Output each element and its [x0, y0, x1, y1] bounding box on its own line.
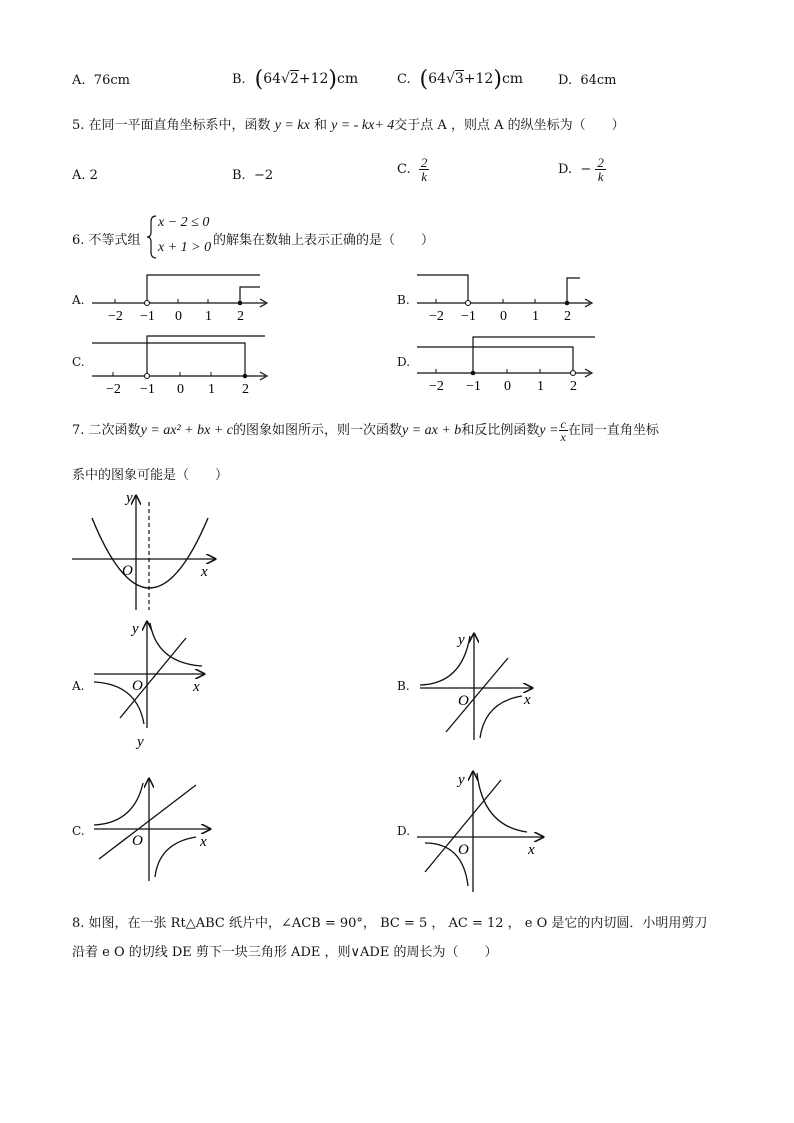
svg-text:O: O	[132, 678, 143, 694]
closed-point	[238, 301, 243, 306]
tick-label: −2	[108, 309, 123, 324]
q6-stem-rest: 的解集在数轴上表示正确的是（ ）	[213, 233, 435, 248]
tick-label: −2	[106, 382, 121, 397]
q6-stem	[72, 229, 141, 248]
system-brace	[146, 214, 158, 260]
equation: y = ax² + bx + c	[140, 423, 233, 438]
tick-label: −1	[461, 309, 476, 324]
option-letter: A.	[72, 73, 86, 88]
q7-option-c-graph[interactable]	[92, 775, 217, 887]
q7-option-c-label[interactable]: C.	[72, 824, 85, 838]
q7-option-a-label[interactable]: A.	[72, 679, 85, 693]
q7-option-d-graph[interactable]	[415, 768, 550, 893]
fraction	[559, 418, 568, 443]
closed-point	[471, 371, 476, 376]
svg-text:O: O	[132, 833, 143, 849]
solution-ray	[417, 275, 468, 303]
q4-option-b[interactable]: B. (64√2+12)cm	[232, 67, 359, 92]
option-text: 76cm	[93, 73, 130, 88]
tick-label: 2	[237, 309, 244, 324]
tick-label: 0	[177, 382, 184, 397]
tick-label: −2	[429, 309, 444, 324]
stem-text: 不等式组	[88, 233, 141, 248]
option-letter: D.	[558, 162, 573, 177]
question-number: 8.	[72, 916, 85, 931]
open-point	[571, 371, 576, 376]
parabola-figure	[70, 488, 220, 613]
q5-option-b[interactable]	[232, 168, 273, 183]
q7-option-a-graph[interactable]	[92, 618, 217, 753]
svg-text:y: y	[458, 772, 465, 788]
tick-label: 2	[570, 379, 577, 394]
q8-stem-line-2: 沿着 e O 的切线 DE 剪下一块三角形 ADE ，则∨ADE 的周长为（ ）	[72, 945, 498, 960]
q7-option-d-label[interactable]: D.	[397, 824, 411, 838]
origin-label: O	[122, 563, 133, 579]
svg-text:x: x	[528, 842, 535, 858]
inequality-2: x + 1 > 0	[158, 240, 212, 255]
denominator: k	[597, 169, 604, 184]
tick-label: 0	[175, 309, 182, 324]
fraction	[419, 156, 430, 183]
solution-ray	[240, 287, 260, 303]
tick-label: 1	[205, 309, 212, 324]
option-letter: C.	[397, 162, 411, 177]
q5-stem	[72, 114, 625, 134]
svg-text:O: O	[458, 842, 469, 858]
numerator: c	[560, 417, 566, 431]
equation: y = kx	[274, 118, 310, 133]
rest: +12	[298, 71, 329, 87]
tick-label: 1	[537, 379, 544, 394]
option-letter: C.	[397, 72, 411, 87]
solution-ray	[473, 337, 595, 373]
tick-label: −1	[140, 309, 155, 324]
solution-ray	[567, 278, 580, 303]
parabola-curve	[92, 518, 208, 588]
stem-text: 交于点 A ，则点 A 的纵坐标为（ ）	[394, 118, 625, 133]
coef: 64	[263, 71, 282, 87]
tick-label: 2	[564, 309, 571, 324]
fraction	[595, 156, 606, 183]
q4-option-a[interactable]	[72, 73, 130, 88]
option-text: −2	[253, 168, 274, 183]
q8-stem-line-1	[72, 912, 707, 931]
svg-text:x: x	[524, 692, 531, 708]
option-letter: B.	[232, 168, 246, 183]
question-number: 6.	[72, 233, 85, 248]
open-point	[145, 374, 150, 379]
tick-label: 1	[532, 309, 539, 324]
denominator: x	[560, 430, 566, 444]
question-number: 7.	[72, 423, 85, 438]
unit: cm	[501, 71, 524, 87]
tick-label: 0	[500, 309, 507, 324]
unit: cm	[337, 71, 359, 87]
q4-option-c[interactable]: C. (64√3+12)cm	[397, 67, 524, 92]
number-line-b	[415, 270, 595, 325]
inequality-1: x − 2 ≤ 0	[158, 215, 210, 230]
svg-text:x: x	[200, 834, 207, 850]
stem-text: 在同一直角坐标	[567, 423, 659, 438]
open-point	[145, 301, 150, 306]
q6-option-a-label[interactable]: A.	[72, 293, 85, 307]
tick-label: −2	[429, 379, 444, 394]
x-axis-label: x	[201, 564, 208, 580]
question-number: 5.	[72, 118, 85, 133]
stem-text: 的图象如图所示，则一次函数	[232, 423, 402, 438]
equation: y =	[539, 423, 559, 438]
solution-ray	[417, 347, 573, 373]
sign: −	[580, 162, 592, 177]
stem-text: 在同一平面直角坐标系中，函数	[88, 118, 271, 133]
q7-option-b-graph[interactable]	[418, 628, 543, 748]
number-line-d	[415, 333, 595, 394]
open-point	[466, 301, 471, 306]
tick-label: 0	[504, 379, 511, 394]
stem-text: 二次函数	[88, 423, 141, 438]
option-letter: D.	[558, 73, 573, 88]
closed-point	[565, 301, 570, 306]
svg-text:O: O	[458, 693, 469, 709]
option-text: 2	[89, 168, 98, 183]
option-letter: A.	[72, 168, 86, 183]
rest: +12	[463, 71, 494, 87]
number-line-a	[90, 270, 270, 325]
q7-option-b-label[interactable]: B.	[397, 679, 410, 693]
solution-ray	[147, 275, 260, 303]
solution-ray	[147, 336, 265, 376]
q5-option-a[interactable]	[72, 168, 98, 183]
equation: y = ax + b	[401, 423, 462, 438]
radicand: 3	[454, 71, 464, 87]
q5-option-d[interactable]	[558, 156, 606, 183]
radicand: 2	[289, 71, 299, 87]
option-letter: B.	[232, 72, 246, 87]
svg-text:x: x	[193, 679, 200, 695]
y-axis-label: y	[126, 490, 133, 506]
q6-option-b-label[interactable]: B.	[397, 293, 410, 307]
q6-option-c-label[interactable]: C.	[72, 355, 85, 369]
q6-option-d-label[interactable]: D.	[397, 355, 411, 369]
solution-ray	[92, 343, 245, 376]
svg-text:y: y	[137, 734, 144, 750]
tick-label: 2	[242, 382, 249, 397]
closed-point	[243, 374, 248, 379]
stem-text: 如图，在一张 Rt△ABC 纸片中，∠ACB = 90°， BC = 5 ， AC = 12 ， e O 是它的内切圆．小明用剪刀	[88, 916, 708, 931]
q4-option-d[interactable]	[558, 73, 617, 88]
tick-label: −1	[140, 382, 155, 397]
q7-stem-line-2: 系中的图象可能是（ ）	[72, 468, 229, 483]
tick-label: 1	[208, 382, 215, 397]
stem-text: 和反比例函数	[461, 423, 540, 438]
svg-text:y: y	[458, 632, 465, 648]
q5-option-c[interactable]	[397, 156, 429, 183]
svg-text:y: y	[132, 621, 139, 637]
numerator: 2	[597, 155, 604, 170]
stem-text: 和	[313, 118, 327, 133]
equation: y = - kx+ 4	[331, 118, 395, 133]
coef: 64	[428, 71, 446, 87]
option-text: 64cm	[580, 73, 617, 88]
denominator: k	[421, 169, 428, 184]
tick-label: −1	[466, 379, 481, 394]
q7-stem-line-1	[72, 418, 659, 443]
number-line-c	[90, 333, 270, 397]
numerator: 2	[420, 155, 428, 170]
